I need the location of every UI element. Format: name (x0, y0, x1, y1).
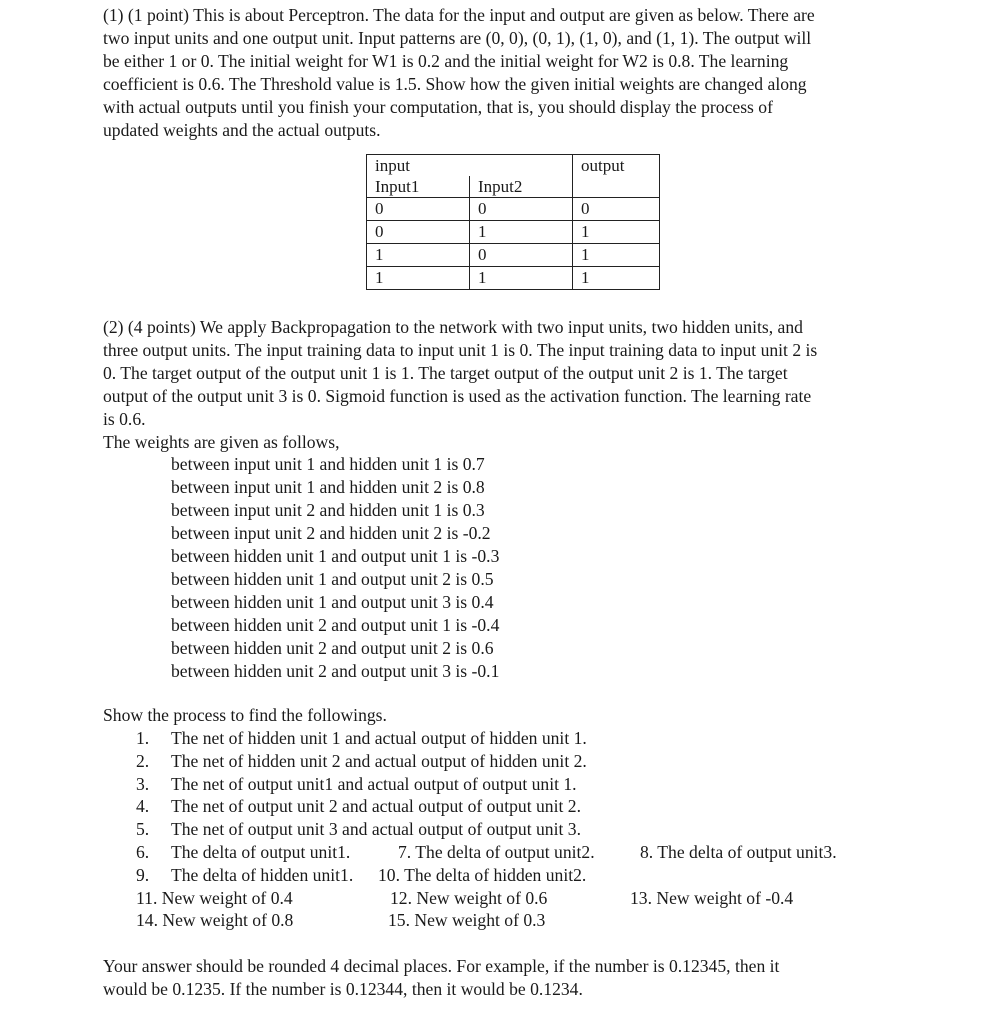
list-row (136, 887, 794, 910)
weights-intro: The weights are given as follows, (103, 432, 340, 452)
list-item (136, 818, 587, 841)
item-text: The net of output unit 3 and actual output of output unit 3. (171, 819, 581, 840)
weight-item: between input unit 2 and hidden unit 2 is -0.2 (171, 523, 491, 543)
list-item: 12. New weight of 0.6 (390, 887, 548, 908)
table-cell: 0 (470, 198, 573, 221)
list-row (136, 909, 587, 932)
question-2-line: is 0.6. (103, 409, 146, 429)
table-cell: 1 (470, 221, 573, 244)
header-input1: Input1 (367, 176, 470, 198)
list-item: 10. The delta of hidden unit2. (378, 864, 587, 885)
weight-item: between hidden unit 2 and output unit 2 is 0.6 (171, 638, 494, 658)
table-row (367, 244, 660, 267)
question-2-text (103, 316, 923, 454)
show-intro: Show the process to find the followings. (103, 705, 387, 725)
list-item: 8. The delta of output unit3. (640, 841, 837, 862)
table-header-row (367, 155, 660, 177)
table-row (367, 221, 660, 244)
rounding-note (103, 955, 923, 1001)
weight-item: between hidden unit 1 and output unit 2 is 0.5 (171, 569, 494, 589)
weight-item: between hidden unit 2 and output unit 3 is -0.1 (171, 661, 500, 681)
item-number: 6. (136, 841, 150, 862)
table-cell: 1 (573, 244, 660, 267)
table-cell: 0 (573, 198, 660, 221)
table-row (367, 267, 660, 290)
question-2-line: three output units. The input training data to input unit 1 is 0. The input training data to input unit 2 is (103, 340, 818, 360)
list-item (136, 795, 587, 818)
list-row (136, 841, 837, 864)
list-item: 7. The delta of output unit2. (398, 841, 595, 862)
question-1-line: coefficient is 0.6. The Threshold value is 1.5. Show how the given initial weights are changed along (103, 74, 807, 94)
weight-item: between hidden unit 1 and output unit 1 is -0.3 (171, 546, 500, 566)
list-item: 15. New weight of 0.3 (388, 910, 546, 931)
question-1-line: updated weights and the actual outputs. (103, 120, 381, 140)
tasks-list (136, 727, 837, 932)
item-number: 4. (136, 796, 150, 817)
question-1-line: two input units and one output unit. Input patterns are (0, 0), (0, 1), (1, 0), and (1, 1). The output will (103, 28, 812, 48)
perceptron-data-table (366, 154, 660, 290)
header-input2: Input2 (470, 176, 573, 198)
question-1-line: (1) (1 point) This is about Perceptron. The data for the input and output are given as below. There are (103, 5, 815, 25)
question-1-line: with actual outputs until you finish your computation, that is, you should display the process of (103, 97, 773, 117)
item-text: The net of hidden unit 2 and actual output of hidden unit 2. (171, 750, 587, 771)
rounding-note-line: would be 0.1235. If the number is 0.12344, then it would be 0.1234. (103, 979, 583, 999)
table-row (367, 198, 660, 221)
list-item (136, 864, 353, 887)
table-cell: 0 (470, 244, 573, 267)
header-output: output (573, 155, 660, 198)
item-text: The net of output unit1 and actual output of output unit 1. (171, 773, 577, 794)
item-number: 9. (136, 864, 150, 885)
table-cell: 1 (470, 267, 573, 290)
list-item (136, 750, 587, 773)
list-item (136, 773, 587, 796)
item-number: 2. (136, 750, 150, 771)
question-2-line: output of the output unit 3 is 0. Sigmoid function is used as the activation function. The learning rate (103, 386, 812, 406)
item-text: The delta of output unit1. (171, 841, 351, 862)
table-cell: 1 (573, 221, 660, 244)
header-input: input (367, 155, 573, 177)
rounding-note-line: Your answer should be rounded 4 decimal places. For example, if the number is 0.12345, then it (103, 956, 780, 976)
weight-item: between input unit 1 and hidden unit 1 is 0.7 (171, 454, 485, 474)
weights-list (171, 453, 499, 683)
list-row (136, 864, 587, 887)
list-item: 14. New weight of 0.8 (136, 910, 294, 931)
weight-item: between hidden unit 2 and output unit 1 is -0.4 (171, 615, 500, 635)
table-cell: 0 (367, 221, 470, 244)
weight-item: between input unit 1 and hidden unit 2 is 0.8 (171, 477, 485, 497)
question-2-line: 0. The target output of the output unit 1 is 1. The target output of the output unit 2 is 1. The target (103, 363, 788, 383)
weight-item: between input unit 2 and hidden unit 1 is 0.3 (171, 500, 485, 520)
item-text: The net of output unit 2 and actual output of output unit 2. (171, 796, 581, 817)
question-1-line: be either 1 or 0. The initial weight for W1 is 0.2 and the initial weight for W2 is 0.8. The learning (103, 51, 789, 71)
list-item (136, 727, 587, 750)
list-item: 13. New weight of -0.4 (630, 887, 794, 908)
table-cell: 1 (367, 244, 470, 267)
table-cell: 1 (573, 267, 660, 290)
item-text: The delta of hidden unit1. (171, 864, 354, 885)
question-2-line: (2) (4 points) We apply Backpropagation to the network with two input units, two hidden units, and (103, 317, 803, 337)
list-item (136, 841, 350, 864)
list-item: 11. New weight of 0.4 (136, 887, 293, 908)
item-number: 5. (136, 819, 150, 840)
table-cell: 1 (367, 267, 470, 290)
item-text: The net of hidden unit 1 and actual output of hidden unit 1. (171, 728, 587, 748)
question-1-text (103, 4, 923, 142)
item-number: 3. (136, 773, 150, 794)
item-number: 1. (136, 728, 150, 748)
weight-item: between hidden unit 1 and output unit 3 is 0.4 (171, 592, 494, 612)
table-cell: 0 (367, 198, 470, 221)
